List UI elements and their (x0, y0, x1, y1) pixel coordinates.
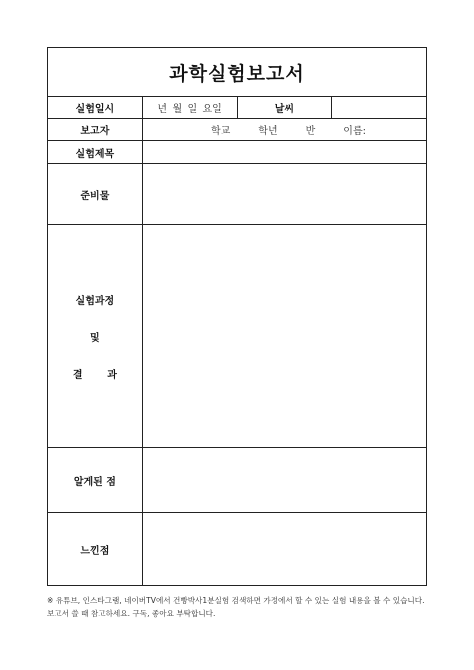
footnote: ※ 유튜브, 인스타그램, 네이버TV에서 건빵박사1분실험 검색하면 가정에서 할 수 있는 실험 내용을 볼 수 있습니다. 보고서 쓸 때 참고하세요. 구독, 좋아요 부탁합니다. (47, 596, 425, 618)
row-learned (48, 448, 427, 513)
label-materials: 준비물 (48, 164, 143, 225)
row-materials (48, 164, 427, 225)
label-reporter: 보고자 (48, 119, 143, 141)
row-experiment-title (48, 141, 427, 164)
experiment-date-field[interactable] (142, 97, 237, 119)
reporter-grade-label: 학년 (258, 126, 278, 137)
label-results (73, 366, 117, 381)
reporter-field[interactable] (142, 119, 426, 141)
label-process-results (48, 225, 143, 448)
row-process-results (48, 225, 427, 448)
reporter-name-label: 이름: (343, 126, 366, 137)
label-and: 및 (90, 332, 100, 344)
weather-field[interactable] (332, 97, 427, 119)
feelings-field[interactable] (142, 513, 426, 586)
reporter-class-label: 반 (305, 126, 316, 137)
row-feelings (48, 513, 427, 586)
process-results-field[interactable] (142, 225, 426, 448)
page-title: 과학실험보고서 (48, 48, 427, 97)
report-form (47, 47, 427, 586)
reporter-school-label: 학교 (210, 126, 231, 137)
label-experiment-title: 실험제목 (48, 141, 143, 164)
row-experiment-date (48, 97, 427, 119)
date-year-label: 년 (157, 104, 168, 115)
date-weekday-label: 요일 (202, 104, 222, 115)
report-table (47, 47, 427, 586)
row-reporter (48, 119, 427, 141)
experiment-title-field[interactable] (142, 141, 426, 164)
label-process: 실험과정 (75, 295, 115, 307)
date-day-label: 일 (187, 104, 198, 115)
learned-field[interactable] (142, 448, 426, 513)
label-learned: 알게된 점 (48, 448, 143, 513)
date-month-label: 월 (172, 104, 183, 115)
label-results-b: 과 (107, 369, 117, 381)
label-feelings: 느낀점 (48, 513, 143, 586)
label-weather: 날씨 (237, 97, 332, 119)
label-results-a: 결 (72, 369, 83, 381)
label-experiment-date: 실험일시 (48, 97, 143, 119)
materials-field[interactable] (142, 164, 426, 225)
